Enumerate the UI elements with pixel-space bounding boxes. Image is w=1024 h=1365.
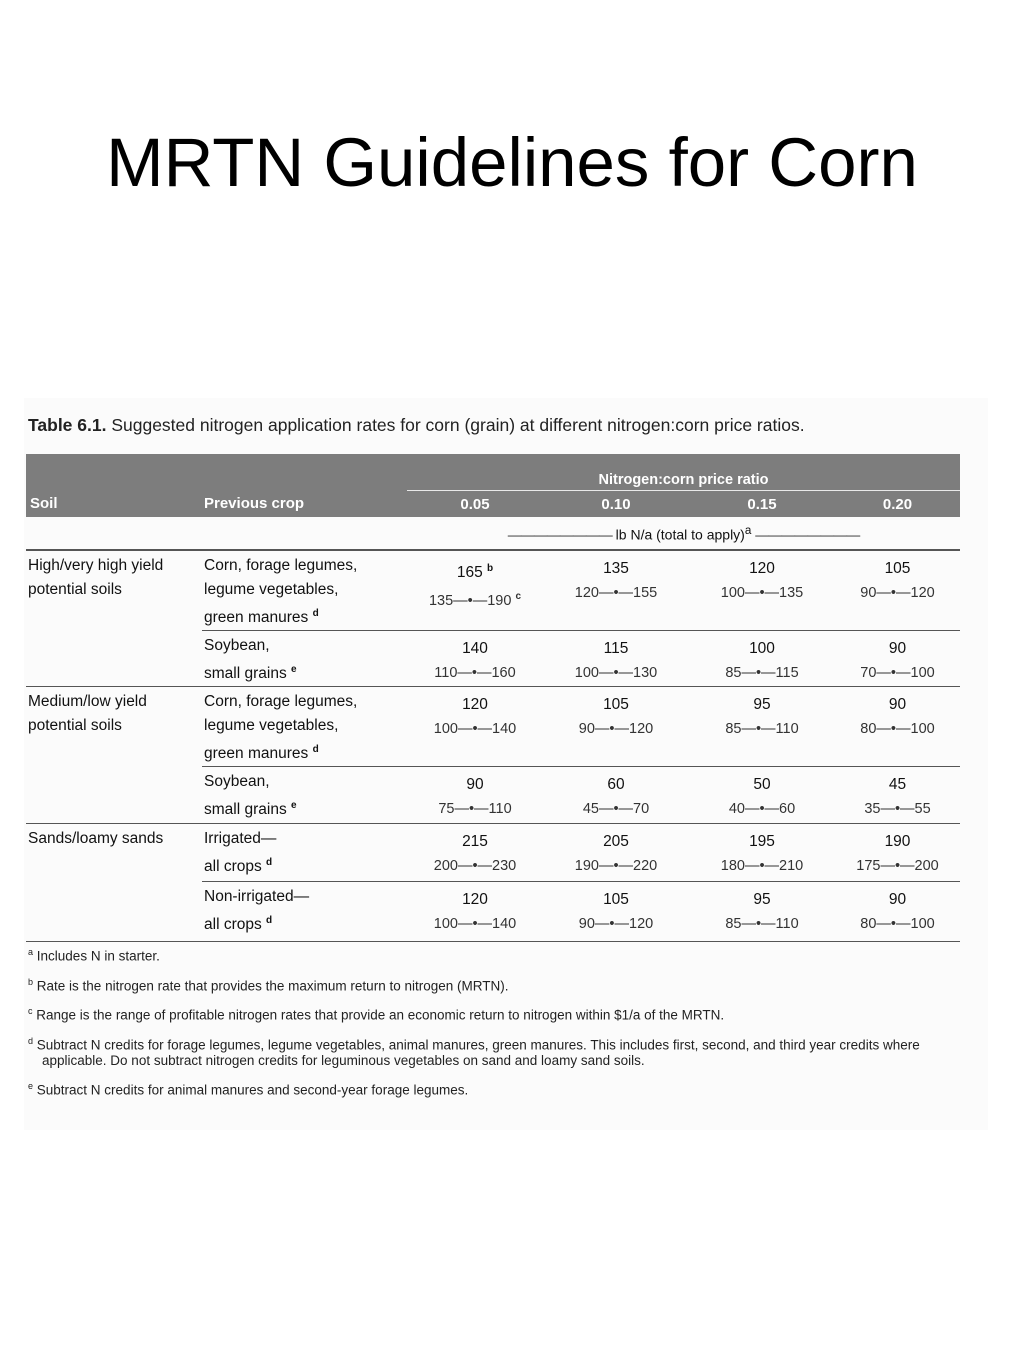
range-text: 70—•—100 bbox=[860, 665, 935, 682]
footnote-marker: e bbox=[291, 800, 297, 812]
header-ratio-0: 0.05 bbox=[407, 491, 543, 518]
rate-number: 105 bbox=[884, 560, 911, 577]
table-body bbox=[26, 550, 960, 941]
footnotes bbox=[28, 944, 953, 1108]
rate-range bbox=[689, 912, 835, 936]
rate-cell bbox=[835, 767, 960, 823]
rate-cell bbox=[407, 767, 543, 823]
rate-cell bbox=[689, 550, 835, 631]
previous-crop-line: all crops bbox=[204, 857, 262, 875]
rate-range bbox=[407, 912, 543, 936]
unit-dash-right: ———————— bbox=[755, 526, 860, 543]
rate-cell bbox=[689, 823, 835, 881]
rate-number: 120 bbox=[462, 696, 488, 714]
soil-cell: Sands/loamy sands bbox=[26, 823, 202, 941]
rate-range bbox=[407, 717, 543, 741]
rate-range bbox=[835, 797, 960, 821]
rate-value bbox=[835, 830, 960, 854]
rate-range bbox=[835, 661, 960, 685]
rate-number: 135 bbox=[603, 560, 629, 577]
range-text: 110—•—160 bbox=[434, 665, 516, 682]
rate-value bbox=[689, 693, 835, 717]
rate-cell bbox=[543, 767, 689, 823]
rate-range bbox=[407, 661, 543, 685]
slide-title: MRTN Guidelines for Corn bbox=[106, 124, 918, 201]
range-text: 90—•—120 bbox=[578, 721, 654, 738]
rate-value bbox=[835, 637, 960, 661]
rate-value bbox=[407, 557, 543, 585]
rate-number: 120 bbox=[749, 560, 775, 577]
rate-value bbox=[689, 888, 835, 912]
footnote-marker: e bbox=[291, 664, 297, 676]
rate-cell bbox=[689, 881, 835, 941]
soil-cell: Medium/low yield potential soils bbox=[26, 687, 202, 823]
header-ratio-3: 0.20 bbox=[835, 491, 960, 518]
rate-number: 140 bbox=[462, 640, 488, 658]
range-text: 135—•—190 bbox=[428, 592, 512, 609]
rate-number: 95 bbox=[753, 890, 771, 908]
rate-number: 115 bbox=[603, 640, 629, 658]
rate-value bbox=[407, 888, 543, 912]
rate-cell bbox=[407, 550, 543, 631]
rate-cell bbox=[689, 687, 835, 767]
rate-cell bbox=[543, 550, 689, 631]
rate-value bbox=[407, 773, 543, 797]
header-soil: Soil bbox=[26, 491, 202, 518]
previous-crop-line: legume vegetables, bbox=[204, 581, 339, 598]
previous-crop-line: legume vegetables, bbox=[204, 717, 339, 735]
previous-crop-cell bbox=[202, 767, 407, 823]
previous-crop-line: Soybean, bbox=[204, 637, 270, 655]
rate-number: 190 bbox=[884, 832, 911, 850]
rate-range bbox=[543, 717, 689, 741]
rate-range bbox=[835, 581, 960, 605]
rate-number: 45 bbox=[888, 776, 907, 794]
range-text: 100—•—130 bbox=[574, 665, 658, 682]
unit-label-text: lb N/a (total to apply) bbox=[615, 526, 745, 543]
table-row bbox=[26, 687, 960, 767]
range-text: 200—•—230 bbox=[433, 857, 517, 874]
rate-value bbox=[543, 557, 689, 581]
rate-cell bbox=[407, 687, 543, 767]
footnote-mark: a bbox=[28, 947, 34, 957]
range-text: 190—•—220 bbox=[574, 857, 658, 874]
rate-value bbox=[543, 693, 689, 717]
rate-number: 215 bbox=[462, 832, 488, 850]
rate-cell bbox=[407, 881, 543, 941]
rate-range bbox=[689, 717, 835, 741]
rate-value bbox=[543, 773, 689, 797]
rate-number: 60 bbox=[607, 776, 625, 794]
rate-number: 90 bbox=[888, 696, 907, 714]
footnote bbox=[28, 1078, 953, 1099]
range-text: 45—•—70 bbox=[582, 801, 650, 818]
range-text: 100—•—135 bbox=[720, 585, 804, 601]
rate-value bbox=[835, 693, 960, 717]
rate-range bbox=[407, 585, 543, 613]
range-text: 85—•—110 bbox=[725, 915, 799, 932]
footnote bbox=[28, 1033, 953, 1070]
previous-crop-cell bbox=[202, 823, 407, 881]
unit-row bbox=[26, 517, 960, 550]
rate-range bbox=[689, 797, 835, 821]
rate-cell bbox=[407, 823, 543, 881]
rate-cell bbox=[543, 687, 689, 767]
range-text: 80—•—100 bbox=[860, 915, 935, 932]
footnote-mark: b bbox=[28, 976, 34, 987]
previous-crop-line: small grains bbox=[204, 665, 287, 683]
previous-crop-cell bbox=[202, 631, 407, 687]
footnote bbox=[28, 974, 953, 995]
footnote-mark: c bbox=[28, 1006, 33, 1016]
rate-number: 205 bbox=[603, 832, 629, 850]
header-ratio-2: 0.15 bbox=[689, 491, 835, 518]
rate-value bbox=[689, 557, 835, 581]
rate-range bbox=[543, 797, 689, 821]
soil-cell: High/very high yield potential soils bbox=[26, 550, 202, 687]
rate-range bbox=[835, 717, 960, 741]
range-text: 40—•—60 bbox=[728, 801, 796, 818]
rate-number: 50 bbox=[753, 776, 771, 794]
rate-range bbox=[407, 797, 543, 821]
rate-cell bbox=[543, 881, 689, 941]
range-text: 85—•—110 bbox=[725, 721, 799, 738]
footnote-marker: d bbox=[312, 608, 319, 619]
rate-value bbox=[689, 830, 835, 854]
rate-range bbox=[543, 661, 689, 685]
unit-label-sup: a bbox=[744, 523, 752, 537]
caption-label: Table 6.1. bbox=[28, 415, 107, 435]
table-row bbox=[26, 823, 960, 881]
rate-number: 105 bbox=[603, 696, 629, 714]
caption-text: Suggested nitrogen application rates for corn (grain) at different nitrogen:corn price ratios. bbox=[106, 415, 805, 435]
previous-crop-cell bbox=[202, 550, 407, 631]
table-caption bbox=[28, 415, 805, 436]
range-text: 180—•—210 bbox=[720, 857, 804, 874]
unit-label bbox=[407, 517, 960, 550]
rate-number: 120 bbox=[462, 890, 488, 908]
footnote bbox=[28, 1003, 953, 1024]
rate-cell bbox=[835, 550, 960, 631]
previous-crop-cell bbox=[202, 687, 407, 767]
previous-crop-line: all crops bbox=[204, 915, 262, 933]
range-text: 90—•—120 bbox=[860, 585, 935, 601]
footnote-marker: d bbox=[266, 856, 273, 868]
rate-cell bbox=[689, 631, 835, 687]
rate-number: 100 bbox=[749, 640, 775, 658]
rate-value bbox=[543, 637, 689, 661]
range-text: 100—•—140 bbox=[433, 915, 517, 932]
rate-range bbox=[689, 854, 835, 878]
nitrogen-rate-table bbox=[26, 454, 960, 942]
footnote-text: Range is the range of profitable nitrogen rates that provide an economic return to nitrogen within $1/a of the MRTN. bbox=[36, 1007, 725, 1023]
footnote-marker: d bbox=[266, 914, 273, 926]
rate-number: 105 bbox=[603, 890, 629, 908]
rate-range bbox=[689, 661, 835, 685]
previous-crop-line: Non-irrigated— bbox=[204, 887, 310, 905]
footnote-text: Rate is the nitrogen rate that provides the maximum return to nitrogen (MRTN). bbox=[36, 978, 509, 993]
footnote bbox=[28, 944, 953, 965]
rate-number: 90 bbox=[888, 640, 907, 658]
footnote-text: Includes N in starter. bbox=[36, 948, 160, 964]
rate-value bbox=[689, 773, 835, 797]
rate-cell bbox=[835, 823, 960, 881]
previous-crop-line: green manures bbox=[204, 609, 309, 627]
rate-number: 90 bbox=[888, 890, 907, 908]
rate-value bbox=[407, 830, 543, 854]
header-ratio-1: 0.10 bbox=[543, 491, 689, 518]
rate-range bbox=[543, 912, 689, 936]
rate-value bbox=[835, 888, 960, 912]
rate-value bbox=[407, 637, 543, 661]
rate-number: 165 bbox=[456, 564, 483, 582]
rate-range bbox=[835, 912, 960, 936]
footnote-text: Subtract N credits for animal manures and second-year forage legumes. bbox=[36, 1082, 469, 1098]
rate-range bbox=[407, 854, 543, 878]
previous-crop-line: Irrigated— bbox=[204, 829, 277, 847]
rate-cell bbox=[543, 823, 689, 881]
rate-range bbox=[689, 581, 835, 605]
previous-crop-line: Corn, forage legumes, bbox=[204, 557, 358, 574]
range-text: 75—•—110 bbox=[438, 801, 512, 818]
rate-range bbox=[835, 854, 960, 878]
previous-crop-line: Soybean, bbox=[204, 773, 270, 791]
range-text: 35—•—55 bbox=[864, 801, 931, 818]
rate-range bbox=[543, 581, 689, 605]
previous-crop-cell bbox=[202, 881, 407, 941]
rate-value bbox=[543, 888, 689, 912]
header-row bbox=[26, 491, 960, 518]
rate-number: 90 bbox=[466, 776, 484, 794]
rate-value bbox=[543, 830, 689, 854]
rate-cell bbox=[835, 687, 960, 767]
rate-value bbox=[835, 773, 960, 797]
rate-value bbox=[689, 637, 835, 661]
footnote-text: Subtract N credits for forage legumes, legume vegetables, animal manures, green manures. This includes first, second, and third year credits where applicable. Do not subtract nitrogen credits for leguminous vegetables on sand and loamy sand soils. bbox=[36, 1037, 920, 1068]
rate-cell bbox=[689, 767, 835, 823]
rate-cell bbox=[407, 631, 543, 687]
rate-number: 95 bbox=[753, 696, 771, 714]
range-text: 100—•—140 bbox=[433, 721, 517, 738]
rate-value bbox=[407, 693, 543, 717]
range-text: 80—•—100 bbox=[860, 721, 935, 738]
footnote-mark: d bbox=[28, 1035, 34, 1046]
footnote-marker: d bbox=[312, 744, 319, 756]
rate-value bbox=[835, 557, 960, 581]
table-row bbox=[26, 550, 960, 631]
previous-crop-line: small grains bbox=[204, 801, 287, 819]
unit-dash-left: ———————— bbox=[507, 526, 612, 543]
range-text: 120—•—155 bbox=[574, 585, 658, 601]
header-group-label: Nitrogen:corn price ratio bbox=[407, 454, 960, 491]
range-text: 175—•—200 bbox=[856, 857, 939, 874]
rate-range bbox=[543, 854, 689, 878]
header-group-row bbox=[26, 454, 960, 491]
range-text: 90—•—120 bbox=[578, 915, 654, 932]
footnote-mark: e bbox=[28, 1081, 34, 1091]
range-text: 85—•—115 bbox=[725, 665, 799, 682]
footnote-marker: b bbox=[487, 563, 494, 574]
rate-number: 195 bbox=[749, 832, 775, 850]
rate-cell bbox=[835, 881, 960, 941]
previous-crop-line: Corn, forage legumes, bbox=[204, 693, 358, 711]
rate-cell bbox=[543, 631, 689, 687]
header-previous-crop: Previous crop bbox=[202, 491, 407, 518]
previous-crop-line: green manures bbox=[204, 745, 309, 763]
rate-cell bbox=[835, 631, 960, 687]
footnote-marker: c bbox=[515, 591, 522, 603]
